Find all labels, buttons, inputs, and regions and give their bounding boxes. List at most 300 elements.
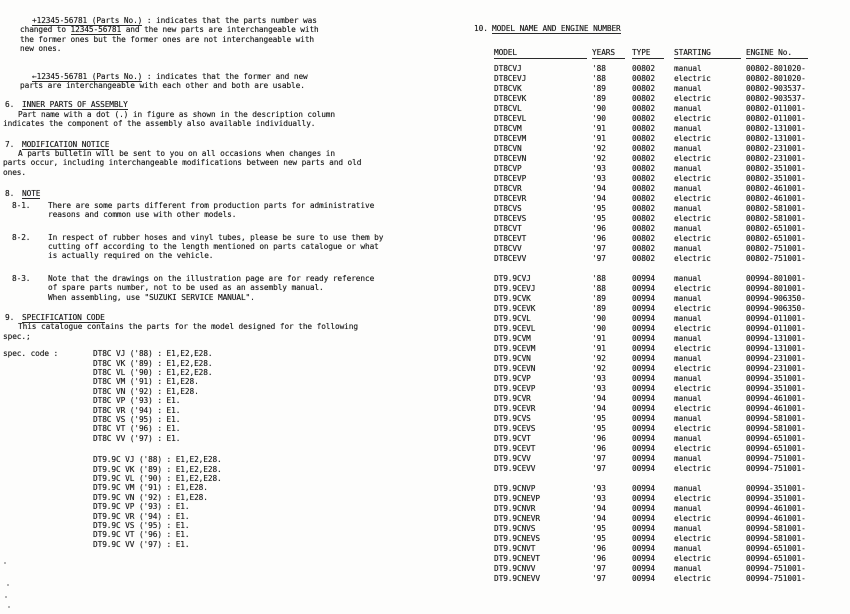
note-text <box>48 233 383 261</box>
cell-model: DT9.9CEVJ <box>494 284 536 293</box>
text-run: and the new parts are interchangeable with <box>121 25 319 35</box>
cell-engine: 00802-903537- <box>746 94 806 103</box>
table-row <box>494 294 844 304</box>
cell-model: DT9.9CEVT <box>494 444 536 453</box>
cell-starting: manual <box>674 144 702 153</box>
cell-starting: manual <box>674 504 702 513</box>
table-row <box>494 164 844 174</box>
spec-code-line: DT9.9C VJ ('88) : E1,E2,E28. <box>93 455 222 465</box>
cell-model: DT9.9CVJ <box>494 274 531 283</box>
cell-model: DT8CVM <box>494 124 522 133</box>
cell-model: DT9.9CNVR <box>494 504 536 513</box>
table-row <box>494 404 844 414</box>
cell-model: DT9.9CVP <box>494 374 531 383</box>
cell-type: 00802 <box>632 234 655 243</box>
cell-years: '94 <box>592 184 606 193</box>
cell-type: 00802 <box>632 174 655 183</box>
cell-type: 00994 <box>632 354 655 363</box>
text-line: Part name with a dot (.) in figure as shown in the description column <box>18 109 335 119</box>
section-title: MODIFICATION NOTICE <box>22 139 110 149</box>
underlined-text: ←12345-56781 (Parts No.) <box>32 71 143 81</box>
cell-years: '93 <box>592 374 606 383</box>
spec-code-line: DT9.9C VL ('90) : E1,E2,E28. <box>93 474 222 484</box>
cell-years: '93 <box>592 494 606 503</box>
cell-years: '96 <box>592 234 606 243</box>
cell-type: 00994 <box>632 384 655 393</box>
cell-years: '97 <box>592 464 606 473</box>
table-row <box>494 174 844 184</box>
table-row <box>494 84 844 94</box>
cell-type: 00994 <box>632 424 655 433</box>
cell-years: '97 <box>592 244 606 253</box>
spec-code-line: DT8C VT ('96) : E1. <box>93 424 181 434</box>
cell-years: '94 <box>592 404 606 413</box>
cell-starting: manual <box>674 294 702 303</box>
cell-starting: manual <box>674 184 702 193</box>
cell-type: 00802 <box>632 154 655 163</box>
cell-model: DT8CVT <box>494 224 522 233</box>
cell-years: '95 <box>592 414 606 423</box>
note-list <box>12 201 451 302</box>
cell-starting: electric <box>674 284 711 293</box>
cell-engine: 00994-751001- <box>746 564 806 573</box>
model-group <box>494 484 844 584</box>
table-row <box>494 334 844 344</box>
scan-speck <box>4 562 6 564</box>
cell-engine: 00802-351001- <box>746 164 806 173</box>
spec-code-line: DT9.9C VK ('89) : E1,E2,E28. <box>93 464 222 474</box>
cell-model: DT8CVV <box>494 244 522 253</box>
cell-model: DT8CEVN <box>494 154 527 163</box>
underlined-text: 12345-56781 <box>70 25 122 35</box>
cell-years: '91 <box>592 124 606 133</box>
underlined-text: +12345-56781 (Parts No.) <box>32 16 143 25</box>
cell-years: '89 <box>592 84 606 93</box>
cell-model: DT8CEVT <box>494 234 527 243</box>
spec-code-line: DT9.9C VT ('96) : E1. <box>93 530 190 540</box>
cell-starting: electric <box>674 174 711 183</box>
table-row <box>494 144 844 154</box>
cell-engine: 00994-461001- <box>746 514 806 523</box>
cell-engine: 00802-581001- <box>746 204 806 213</box>
section-body <box>3 322 451 341</box>
cell-type: 00994 <box>632 514 655 523</box>
cell-years: '94 <box>592 504 606 513</box>
cell-starting: electric <box>674 154 711 163</box>
section-title: MODEL NAME AND ENGINE NUMBER <box>492 24 621 33</box>
cell-model: DT9.9CNEVT <box>494 554 540 563</box>
column-header-label: ENGINE No. <box>746 48 808 59</box>
section-modification-notice <box>3 140 451 178</box>
text-line: This catalogue contains the parts for the model designed for the following <box>18 322 358 332</box>
cell-engine: 00994-651001- <box>746 544 806 553</box>
cell-years: '88 <box>592 274 606 283</box>
cell-starting: manual <box>674 414 702 423</box>
table-header-row <box>494 48 844 61</box>
cell-type: 00802 <box>632 214 655 223</box>
spec-code-line: DT9.9C VR ('94) : E1. <box>93 511 190 521</box>
cell-years: '94 <box>592 394 606 403</box>
cell-model: DT8CVP <box>494 164 522 173</box>
table-row <box>494 214 844 224</box>
cell-starting: electric <box>674 574 711 583</box>
cell-engine: 00994-351001- <box>746 384 806 393</box>
cell-starting: electric <box>674 324 711 333</box>
spec-code-line: DT8C VR ('94) : E1. <box>93 405 181 415</box>
cell-years: '97 <box>592 454 606 463</box>
cell-model: DT9.9CVS <box>494 414 531 423</box>
cell-starting: manual <box>674 164 702 173</box>
scan-speck <box>7 584 9 586</box>
cell-years: '93 <box>592 164 606 173</box>
section-note <box>3 189 451 302</box>
cell-engine: 00802-751001- <box>746 254 806 263</box>
cell-starting: electric <box>674 384 711 393</box>
section-specification-code <box>3 313 451 549</box>
table-row <box>494 544 844 554</box>
text-line: indicates the component of the assembly also available individually. <box>3 119 316 129</box>
text-run: the former ones but the former ones are not interchangeable with <box>20 34 315 44</box>
table-row <box>494 374 844 384</box>
cell-starting: electric <box>674 344 711 353</box>
cell-type: 00994 <box>632 574 655 583</box>
parts-number-changed-paragraph <box>20 16 451 54</box>
cell-engine: 00994-461001- <box>746 394 806 403</box>
text-line: spec.; <box>3 331 31 341</box>
cell-model: DT9.9CEVS <box>494 424 536 433</box>
text-line <box>20 81 451 90</box>
cell-starting: manual <box>674 124 702 133</box>
column-header-label: TYPE <box>632 48 664 59</box>
cell-years: '88 <box>592 74 606 83</box>
cell-starting: electric <box>674 74 711 83</box>
cell-years: '90 <box>592 104 606 113</box>
section-body <box>3 149 451 177</box>
cell-model: DT8CVL <box>494 104 522 113</box>
cell-years: '96 <box>592 434 606 443</box>
text-line: Note that the drawings on the illustration page are for ready reference <box>48 273 375 283</box>
table-row <box>494 534 844 544</box>
text-line: When assembling, use "SUZUKI SERVICE MANUAL". <box>48 292 255 302</box>
table-row <box>494 484 844 494</box>
text-line <box>20 44 451 53</box>
cell-engine: 00994-751001- <box>746 464 806 473</box>
spec-code-line: DT9.9C VN ('92) : E1,E28. <box>93 492 208 502</box>
note-number: 8-3. <box>12 273 31 283</box>
cell-starting: electric <box>674 254 711 263</box>
cell-years: '95 <box>592 524 606 533</box>
text-line <box>20 16 451 25</box>
cell-model: DT9.9CEVL <box>494 324 536 333</box>
cell-years: '92 <box>592 364 606 373</box>
cell-engine: 00994-801001- <box>746 284 806 293</box>
cell-years: '92 <box>592 154 606 163</box>
text-line: ones. <box>3 167 26 177</box>
section-heading <box>5 100 451 109</box>
cell-engine: 00994-131001- <box>746 344 806 353</box>
cell-starting: electric <box>674 94 711 103</box>
spec-code-label: spec. code : <box>3 349 59 359</box>
column-header-starting <box>674 48 746 61</box>
cell-starting: manual <box>674 204 702 213</box>
text-line <box>20 35 451 44</box>
cell-type: 00994 <box>632 274 655 283</box>
cell-engine: 00994-461001- <box>746 504 806 513</box>
cell-type: 00802 <box>632 64 655 73</box>
cell-engine: 00994-011001- <box>746 314 806 323</box>
cell-model: DT9.9CNVP <box>494 484 536 493</box>
cell-years: '96 <box>592 224 606 233</box>
cell-years: '94 <box>592 514 606 523</box>
cell-engine: 00802-231001- <box>746 154 806 163</box>
table-row <box>494 154 844 164</box>
cell-type: 00802 <box>632 184 655 193</box>
table-row <box>494 424 844 434</box>
table-row <box>494 194 844 204</box>
table-row <box>494 114 844 124</box>
cell-type: 00994 <box>632 494 655 503</box>
spec-code-line: DT8C VV ('97) : E1. <box>93 433 181 443</box>
cell-model: DT8CVJ <box>494 64 522 73</box>
cell-type: 00994 <box>632 454 655 463</box>
text-line: A parts bulletin will be sent to you on all occasions when changes in <box>18 149 335 159</box>
cell-type: 00994 <box>632 524 655 533</box>
cell-model: DT9.9CNVV <box>494 564 536 573</box>
cell-engine: 00802-903537- <box>746 84 806 93</box>
table-row <box>494 554 844 564</box>
cell-engine: 00994-751001- <box>746 574 806 583</box>
cell-engine: 00994-651001- <box>746 444 806 453</box>
table-row <box>494 514 844 524</box>
note-item <box>12 233 451 261</box>
table-row <box>494 184 844 194</box>
cell-engine: 00994-351001- <box>746 484 806 493</box>
cell-years: '89 <box>592 94 606 103</box>
parts-number-interchangeable-paragraph <box>20 72 451 91</box>
table-row <box>494 104 844 114</box>
column-header-model <box>494 48 592 61</box>
cell-model: DT9.9CVL <box>494 314 531 323</box>
section-number: 9. <box>5 312 15 322</box>
spec-code-line: DT8C VN ('92) : E1,E28. <box>93 386 199 396</box>
text-line: is actually required on the vehicle. <box>48 251 214 261</box>
cell-years: '95 <box>592 424 606 433</box>
note-number: 8-1. <box>12 200 31 210</box>
text-run: changed to <box>20 25 71 35</box>
cell-model: DT9.9CVT <box>494 434 531 443</box>
cell-model: DT9.9CNEVS <box>494 534 540 543</box>
cell-model: DT9.9CVV <box>494 454 531 463</box>
cell-model: DT9.9CVN <box>494 354 531 363</box>
cell-type: 00994 <box>632 404 655 413</box>
cell-model: DT9.9CEVK <box>494 304 536 313</box>
cell-years: '93 <box>592 484 606 493</box>
cell-years: '89 <box>592 304 606 313</box>
table-row <box>494 394 844 404</box>
cell-model: DT9.9CNVT <box>494 544 536 553</box>
cell-engine: 00994-131001- <box>746 334 806 343</box>
cell-engine: 00802-581001- <box>746 214 806 223</box>
cell-model: DT8CEVK <box>494 94 527 103</box>
cell-years: '97 <box>592 574 606 583</box>
cell-starting: manual <box>674 374 702 383</box>
cell-starting: manual <box>674 354 702 363</box>
cell-years: '96 <box>592 544 606 553</box>
cell-years: '90 <box>592 314 606 323</box>
cell-engine: 00802-751001- <box>746 244 806 253</box>
cell-years: '96 <box>592 444 606 453</box>
cell-starting: manual <box>674 274 702 283</box>
cell-starting: manual <box>674 64 702 73</box>
cell-model: DT9.9CEVN <box>494 364 536 373</box>
cell-starting: manual <box>674 244 702 253</box>
cell-model: DT9.9CEVV <box>494 464 536 473</box>
cell-type: 00994 <box>632 284 655 293</box>
cell-type: 00994 <box>632 464 655 473</box>
table-row <box>494 234 844 244</box>
cell-years: '92 <box>592 354 606 363</box>
cell-model: DT8CVK <box>494 84 522 93</box>
model-group <box>494 274 844 474</box>
cell-starting: manual <box>674 224 702 233</box>
cell-starting: manual <box>674 394 702 403</box>
cell-model: DT9.9CVK <box>494 294 531 303</box>
cell-type: 00802 <box>632 204 655 213</box>
cell-type: 00802 <box>632 244 655 253</box>
column-header-label: YEARS <box>592 48 625 59</box>
cell-model: DT9.9CEVP <box>494 384 536 393</box>
spec-code-line: DT9.9C VP ('93) : E1. <box>93 502 190 512</box>
cell-starting: manual <box>674 544 702 553</box>
table-row <box>494 364 844 374</box>
cell-starting: manual <box>674 564 702 573</box>
cell-engine: 00994-461001- <box>746 404 806 413</box>
note-item <box>12 201 451 220</box>
table-row <box>494 314 844 324</box>
table-row <box>494 464 844 474</box>
table-row <box>494 284 844 294</box>
column-header-label: MODEL <box>494 48 587 59</box>
model-group <box>494 64 844 264</box>
cell-starting: electric <box>674 534 711 543</box>
cell-type: 00802 <box>632 84 655 93</box>
section-heading <box>5 189 451 198</box>
cell-years: '94 <box>592 194 606 203</box>
cell-model: DT8CEVL <box>494 114 527 123</box>
note-text <box>48 274 374 302</box>
cell-starting: electric <box>674 424 711 433</box>
cell-type: 00802 <box>632 124 655 133</box>
cell-years: '95 <box>592 204 606 213</box>
spec-code-group <box>93 349 222 443</box>
cell-engine: 00802-461001- <box>746 194 806 203</box>
cell-starting: electric <box>674 514 711 523</box>
cell-type: 00802 <box>632 114 655 123</box>
model-engine-number-table <box>494 48 844 584</box>
text-run: parts are interchangeable with each other and both are usable. <box>20 81 305 91</box>
cell-type: 00802 <box>632 194 655 203</box>
section-title: NOTE <box>22 189 41 199</box>
cell-starting: manual <box>674 84 702 93</box>
cell-model: DT8CEVR <box>494 194 527 203</box>
cell-type: 00802 <box>632 224 655 233</box>
scan-speck <box>8 606 10 608</box>
text-line: cutting off according to the length mentioned on parts catalogue or what <box>48 241 379 251</box>
cell-model: DT9.9CNVS <box>494 524 536 533</box>
table-row <box>494 444 844 454</box>
cell-model: DT9.9CNEVR <box>494 514 540 523</box>
cell-years: '91 <box>592 134 606 143</box>
cell-engine: 00802-231001- <box>746 144 806 153</box>
table-row <box>494 454 844 464</box>
cell-starting: manual <box>674 434 702 443</box>
scan-speck <box>5 596 7 598</box>
cell-model: DT9.9CVR <box>494 394 531 403</box>
table-row <box>494 74 844 84</box>
cell-model: DT9.9CEVR <box>494 404 536 413</box>
cell-years: '93 <box>592 384 606 393</box>
cell-type: 00994 <box>632 504 655 513</box>
cell-engine: 00994-581001- <box>746 524 806 533</box>
cell-type: 00994 <box>632 304 655 313</box>
column-header-type <box>632 48 674 61</box>
cell-type: 00994 <box>632 294 655 303</box>
cell-engine: 00994-801001- <box>746 274 806 283</box>
section-title: SPECIFICATION CODE <box>22 312 105 322</box>
table-row <box>494 524 844 534</box>
cell-engine: 00994-351001- <box>746 374 806 383</box>
cell-starting: manual <box>674 524 702 533</box>
cell-engine: 00994-011001- <box>746 324 806 333</box>
cell-years: '90 <box>592 114 606 123</box>
table-row <box>494 254 844 264</box>
text-line: There are some parts different from production parts for administrative <box>48 200 375 210</box>
spec-code-block <box>3 349 451 549</box>
section-inner-parts-of-assembly <box>3 100 451 128</box>
cell-model: DT8CVR <box>494 184 522 193</box>
cell-type: 00994 <box>632 544 655 553</box>
section-heading <box>5 313 451 322</box>
cell-type: 00994 <box>632 484 655 493</box>
cell-years: '91 <box>592 334 606 343</box>
cell-type: 00994 <box>632 324 655 333</box>
cell-starting: manual <box>674 314 702 323</box>
cell-type: 00994 <box>632 564 655 573</box>
cell-starting: manual <box>674 334 702 343</box>
cell-starting: manual <box>674 484 702 493</box>
text-line: In respect of rubber hoses and vinyl tubes, please be sure to use them by <box>48 232 384 242</box>
table-row <box>494 224 844 234</box>
text-line: of spare parts number, not to be used as an assembly manual. <box>48 283 324 293</box>
cell-model: DT9.9CVM <box>494 334 531 343</box>
cell-engine: 00802-461001- <box>746 184 806 193</box>
cell-type: 00802 <box>632 134 655 143</box>
cell-type: 00994 <box>632 344 655 353</box>
text-run: : indicates that the parts number was <box>142 16 317 25</box>
cell-engine: 00802-011001- <box>746 114 806 123</box>
cell-years: '96 <box>592 554 606 563</box>
cell-engine: 00994-351001- <box>746 494 806 503</box>
note-item <box>12 274 451 302</box>
cell-model: DT9.9CNEVP <box>494 494 540 503</box>
column-header-label: STARTING <box>674 48 741 59</box>
cell-starting: electric <box>674 364 711 373</box>
cell-engine: 00802-801020- <box>746 74 806 83</box>
text-line: reasons and common use with other models. <box>48 210 237 220</box>
cell-model: DT8CEVM <box>494 134 527 143</box>
text-line <box>20 25 451 34</box>
cell-type: 00994 <box>632 374 655 383</box>
